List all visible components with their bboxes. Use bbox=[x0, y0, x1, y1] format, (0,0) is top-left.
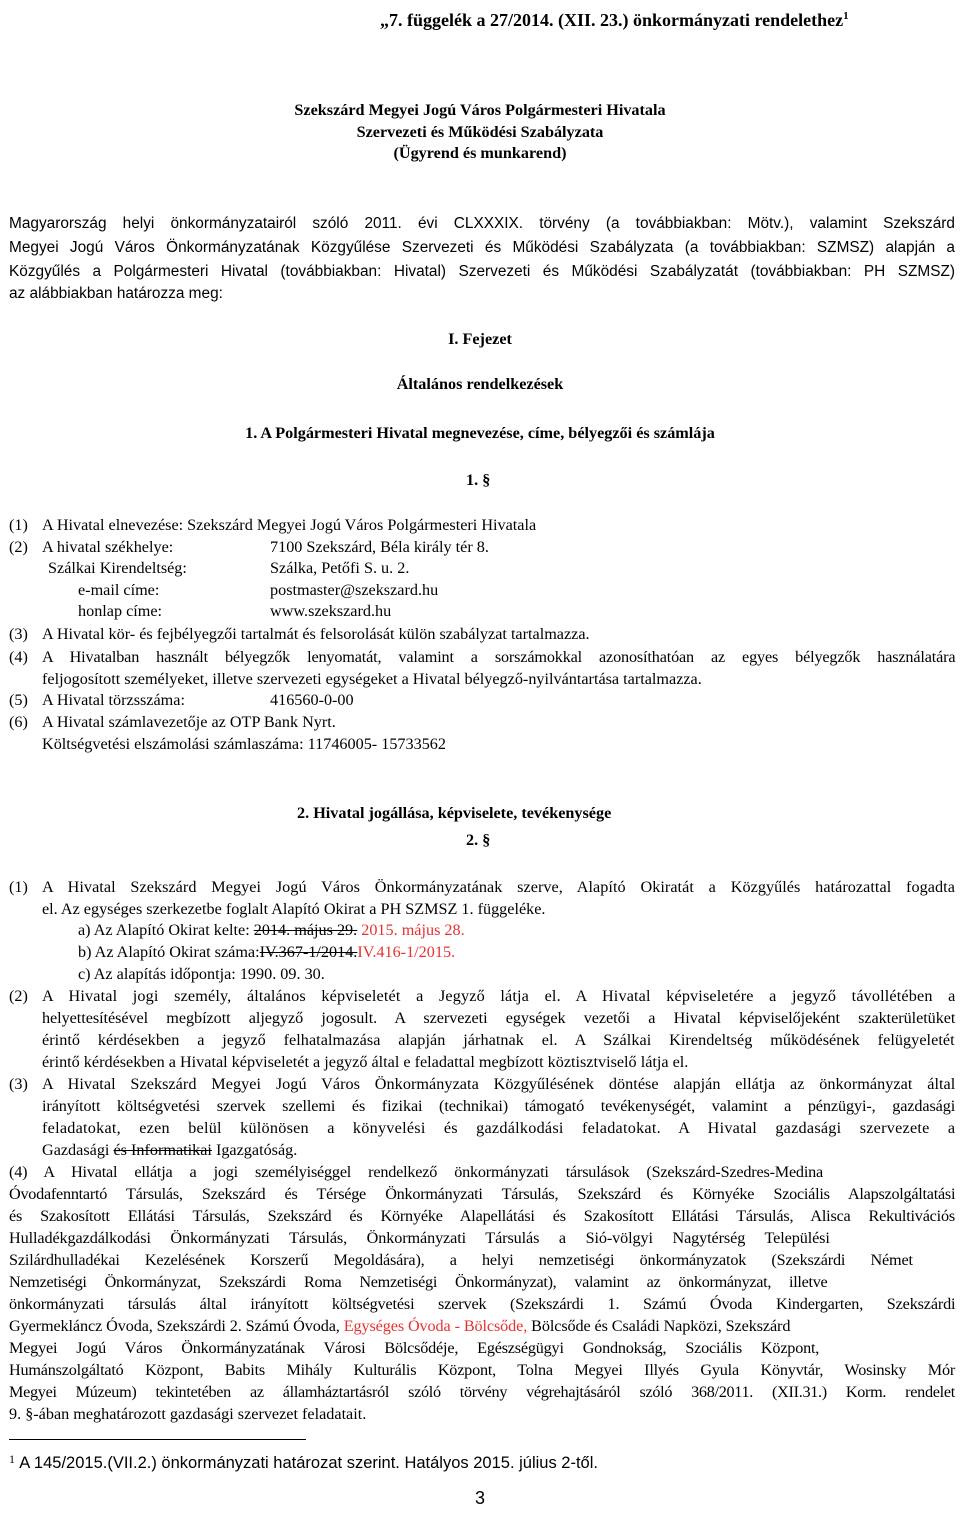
s2-p4-line: Megyei Jogú Város Önkormányzatának Városi Bölcsődéje, Egészségügyi Gondnokság, Szociális Központ, bbox=[9, 1339, 820, 1357]
s2-p4-line: Megyei Múzeum) tekintetében az államháztartásról szóló törvény végrehajtásáról szóló 368/2011. (XII.31.) Korm. rendelet bbox=[9, 1383, 955, 1401]
page-number: 3 bbox=[474, 1488, 485, 1508]
branch-label: Szálkai Kirendeltség: bbox=[48, 559, 187, 577]
website-label: honlap címe: bbox=[78, 602, 163, 620]
s2-p3-line: feladatokat, ezen belül különösen a könyvelési és gazdálkodási feladatokat. A Hivatal gazdasági szervezete a bbox=[42, 1119, 956, 1137]
s1-p4-line2: feljogosított személyeket, illetve szervezeti egységeket a Hivatal bélyegző-nyilvántartása tartalmazza. bbox=[42, 670, 702, 688]
doc-title-line2: Szervezeti és Működési Szabályzata bbox=[356, 123, 604, 141]
s2-p4-red-text: Egységes Óvoda - Bölcsőde, bbox=[343, 1317, 528, 1335]
s1-p5-value: 416560-0-00 bbox=[270, 691, 354, 709]
footnote-rule bbox=[9, 1439, 306, 1440]
s2-p4-line: Nemzetiségi Önkormányzat, Szekszárdi Roma Nemzetiségi Önkormányzat), valamint az önkormányzat, illetve bbox=[9, 1273, 828, 1291]
s1-p1-text: A Hivatal elnevezése: Szekszárd Megyei Jogú Város Polgármesteri Hivatala bbox=[42, 516, 537, 534]
s2-p3-line: irányított költségvetési szervek szellemi és fizikai (technikai) támogató tevékenységét, valamint a pénzügyi-, gazdasági bbox=[42, 1097, 956, 1115]
s2-p1-line2: el. Az egységes szerkezetbe foglalt Alapító Okirat a PH SZMSZ 1. függeléke. bbox=[42, 900, 546, 918]
s2-p4-last: 9. §-ában meghatározott gazdasági szervezet feladatait. bbox=[9, 1405, 367, 1423]
s2-p4-red-a: Gyermekláncz Óvoda, Szekszárdi 2. Számú Óvoda, bbox=[9, 1317, 344, 1335]
chapter-number: I. Fejezet bbox=[448, 330, 512, 348]
s1-p4-num: (4) bbox=[9, 648, 28, 666]
appendix-title-text: „7. függelék a 27/2014. (XII. 23.) önkormányzati rendelethez bbox=[380, 10, 844, 30]
s2-p4-line: Hulladékgazdálkodási Önkormányzati Társulás, Önkormányzati Társulás a Sió-völgyi Nagytérség Települési bbox=[9, 1229, 830, 1247]
s2-p4-red-line bbox=[9, 1316, 790, 1336]
s2-p3-last-a: Gazdasági bbox=[42, 1141, 114, 1159]
founding-year-line: c) Az alapítás időpontja: 1990. 09. 30. bbox=[78, 965, 325, 983]
footnote-ref: 1 bbox=[843, 10, 849, 22]
s2-p2-line: érintő kérdésekben a jegyző felhatalmazása alapján járhatnak el. A Szálkai Kirendeltség működésének felügyeletét bbox=[42, 1031, 955, 1049]
s1-p3-text: A Hivatal kör- és fejbélyegzői tartalmát és felsorolását külön szabályzat tartalmazza. bbox=[42, 625, 590, 643]
s2-p4-red-b: Bölcsőde és Családi Napközi, Szekszárd bbox=[527, 1317, 791, 1335]
s2-p3-struck: és Informatikai bbox=[113, 1141, 212, 1159]
s2-p2-line: A Hivatal jogi személy, általános képviseletét a Jegyző látja el. A Hivatal képviseletére a jegyző távollétében a bbox=[42, 987, 956, 1005]
footnote-text: A 145/2015.(VII.2.) önkormányzati határozat szerint. Hatályos 2015. július 2-től. bbox=[19, 1454, 598, 1472]
website-value[interactable]: www.szekszard.hu bbox=[270, 602, 392, 620]
footnote bbox=[9, 1452, 598, 1474]
footnote-mark: 1 bbox=[9, 1452, 15, 1466]
s1-p2-label: A hivatal székhelye: bbox=[42, 538, 174, 556]
s2-p1-num: (1) bbox=[9, 878, 28, 896]
s2-p3-last-b: Igazgatóság. bbox=[211, 1141, 298, 1159]
appendix-title bbox=[380, 6, 849, 30]
doc-title-line3: (Ügyrend és munkarend) bbox=[393, 144, 567, 162]
s2-p2-num: (2) bbox=[9, 987, 28, 1005]
s1-p5-label: A Hivatal törzsszáma: bbox=[42, 691, 185, 709]
s1-p6-text: A Hivatal számlavezetője az OTP Bank Nyrt. bbox=[42, 713, 336, 731]
s2-p3-last-line bbox=[42, 1140, 297, 1160]
email-value[interactable]: postmaster@szekszard.hu bbox=[270, 581, 439, 599]
s1-p4-line1: A Hivatalban használt bélyegzők lenyomatát, valamint a sorszámokkal azonosíthatóan az egyes bélyegzők használatára bbox=[42, 648, 956, 666]
s2-p3-num: (3) bbox=[9, 1075, 28, 1093]
intro-line: Magyarország helyi önkormányzatairól szóló 2011. évi CLXXXIX. törvény (a továbbiakban: Mötv.), valamint Szekszárd bbox=[9, 215, 955, 232]
intro-line: Megyei Jogú Város Önkormányzatának Közgyűlése Szervezeti és Működési Szabályzata (a továbbiakban: SZMSZ) alapján a bbox=[9, 239, 955, 256]
s2-p1-line1: A Hivatal Szekszárd Megyei Jogú Város Önkormányzatának szerve, Alapító Okiratát a Közgyűlés határozattal fogadta bbox=[42, 878, 955, 896]
section1-paragraph-mark: 1. § bbox=[466, 471, 491, 489]
s2-p4-line: Óvodafenntartó Társulás, Szekszárd és Térsége Önkormányzati Társulás, Szekszárd és Környéke Szociális Alapszolgáltatási bbox=[9, 1185, 956, 1203]
intro-line: az alábbiakban határozza meg: bbox=[9, 285, 223, 302]
s2-p2-line: helyettesítésével megbízott aljegyző jogosult. A szervezeti egységek vezetői a Hivatal képviselőjeként szakterületüket bbox=[42, 1009, 956, 1027]
email-label: e-mail címe: bbox=[78, 581, 160, 599]
founding-date-new: 2015. május 28. bbox=[361, 921, 465, 939]
founding-number-old: IV.367-1/2014. bbox=[259, 943, 358, 961]
s2-p4-line: és Szakosított Ellátási Társulás, Szekszárd és Környéke Alapellátási és Szakosított Ellátási Társulás, Alisca Rekultivációs bbox=[9, 1207, 955, 1225]
section1-heading: 1. A Polgármesteri Hivatal megnevezése, címe, bélyegzői és számlája bbox=[245, 424, 715, 442]
chapter-title: Általános rendelkezések bbox=[396, 375, 564, 393]
s1-p2-value: 7100 Szekszárd, Béla király tér 8. bbox=[270, 538, 489, 556]
s1-p2-num: (2) bbox=[9, 538, 28, 556]
s2-p4-first-line: (4) A Hivatal ellátja a jogi személyiséggel rendelkező önkormányzati társulások (Szekszárd-Szedres-Medina bbox=[9, 1163, 824, 1181]
founding-number-line bbox=[78, 942, 455, 962]
section2-paragraph-mark: 2. § bbox=[466, 831, 491, 849]
founding-date-old: 2014. május 29. bbox=[253, 921, 358, 939]
s1-p3-num: (3) bbox=[9, 625, 28, 643]
founding-date-line bbox=[78, 920, 465, 940]
s1-p6-account: Költségvetési elszámolási számlaszáma: 11746005- 15733562 bbox=[42, 735, 446, 753]
s2-p2-line: érintő kérdésekben a Hivatal képviseletét a jegyző által e feladattal megbízott köztisztviselő látja el. bbox=[42, 1053, 689, 1071]
s1-p1-num: (1) bbox=[9, 516, 28, 534]
branch-value: Szálka, Petőfi S. u. 2. bbox=[270, 559, 410, 577]
founding-number-label: b) Az Alapító Okirat száma: bbox=[78, 943, 260, 961]
s1-p6-num: (6) bbox=[9, 713, 28, 731]
founding-number-new: IV.416-1/2015. bbox=[357, 943, 456, 961]
section2-heading: 2. Hivatal jogállása, képviselete, tevékenysége bbox=[297, 804, 612, 822]
s2-p4-line: önkormányzati társulás által irányított költségvetési szervek (Szekszárdi 1. Számú Óvoda Kindergarten, Szekszárdi bbox=[9, 1295, 956, 1313]
founding-date-label: a) Az Alapító Okirat kelte: bbox=[78, 921, 250, 939]
intro-line: Közgyűlés a Polgármesteri Hivatal (továbbiakban: Hivatal) Szervezeti és Működési Szabályzatát (továbbiakban: PH SZMSZ) bbox=[9, 263, 955, 280]
s2-p3-line: A Hivatal Szekszárd Megyei Jogú Város Önkormányzata Közgyűlésének döntése alapján ellátja az önkormányzat által bbox=[42, 1075, 956, 1093]
s2-p4-line: Szilárdhulladékai Kezelésének Korszerű Megoldására), a helyi nemzetiségi önkormányzatok (Szekszárdi Német bbox=[9, 1251, 913, 1269]
s2-p4-line: Humánszolgáltató Központ, Babits Mihály Kulturális Központ, Tolna Megyei Illyés Gyula Könyvtár, Wosinsky Mór bbox=[9, 1361, 956, 1379]
doc-title-line1: Szekszárd Megyei Jogú Város Polgármesteri Hivatala bbox=[294, 101, 666, 119]
s1-p5-num: (5) bbox=[9, 691, 28, 709]
